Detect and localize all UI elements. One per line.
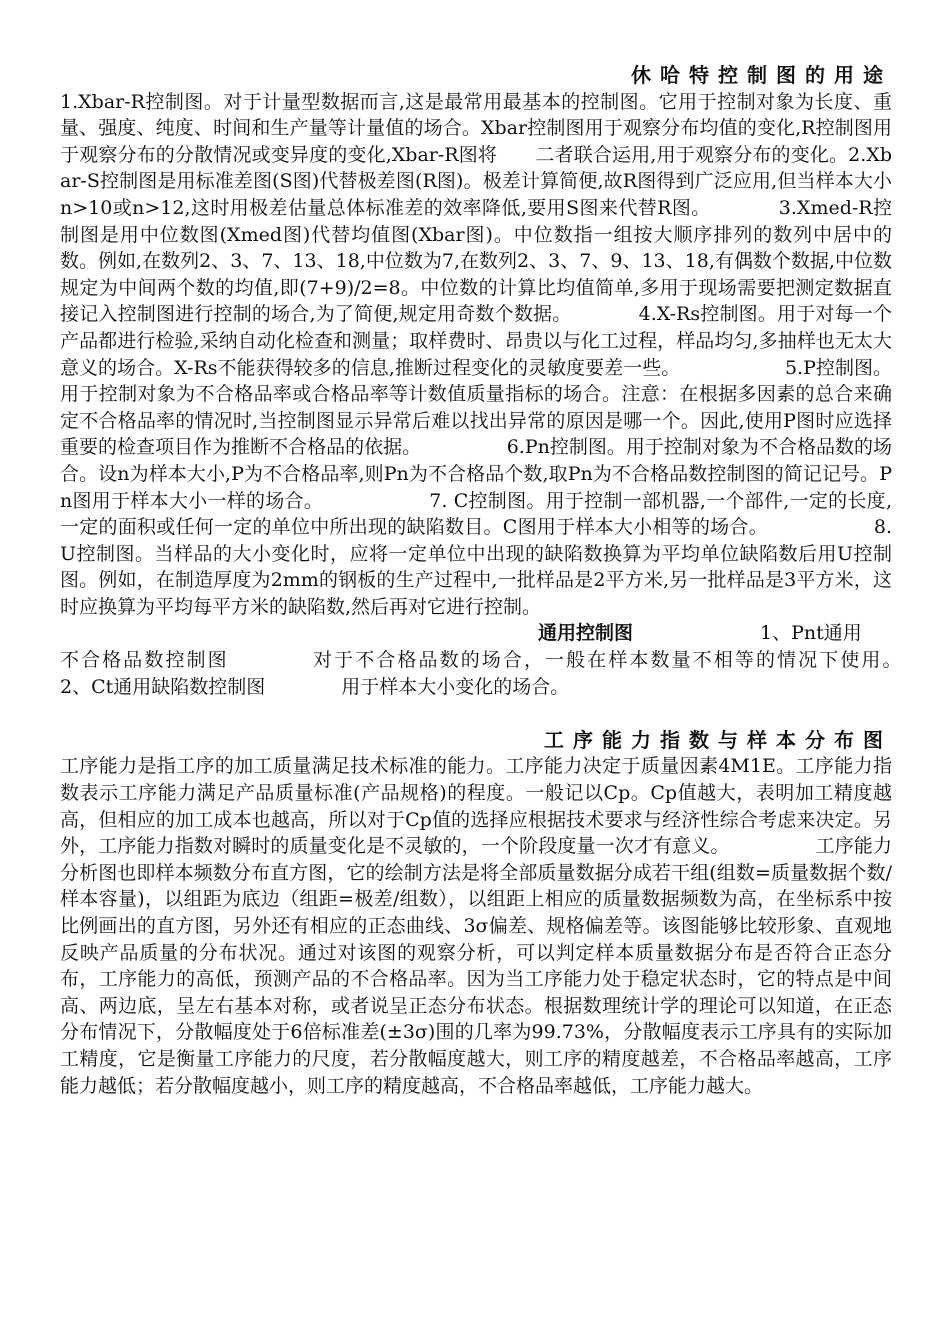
section-item1-head: 1、Pnt通用 bbox=[760, 622, 862, 645]
section-title-shewhart: 休哈特控制图的用途 bbox=[631, 63, 892, 87]
section-body-shewhart: 1.Xbar-R控制图。对于计量型数据而言,这是最常用最基本的控制图。它用于控制对象为长度、重量、强度、纯度、时间和生产量等计量值的场合。Xbar控制图用于观察分布均值的变化,R控制图用于观察分布的分散情况或变异度的变化,Xbar-R图将 二者联合运用,用于观察分布的变化。2.Xbar-S控制图是用标准差图(S图)代替极差图(R图)。极差计算简便,故R图得到广泛应用,但当样本大小n>10或n>12,这时用极差估量总体标准差的效率降低,要用S图来代替R图。 3.Xmed-R控制图是用中位数图(Xmed图)代替均值图(Xbar图)。中位数指一组按大顺序排列的数列中居中的数。例如,在数列2、3、7、13、18,中位数为7,在数列2、3、7、9、13、18,有偶数个数据,中位数规定为中间两个数的均值,即(7+9)/2=8。中位数的计算比均值简单,多用于现场需要把测定数据直接记入控制图进行控制的场合,为了简便,规定用奇数个数据。 4.X-Rs控制图。用于对每一个产品都进行检验,采纳自动化检查和测量；取样费时、昂贵以与化工过程，样品均匀,多抽样也无太大意义的场合。X-Rs不能获得较多的信息,推断过程变化的灵敏度要差一些。 5.P控制图。用于控制对象为不合格品率或合格品率等计数值质量指标的场合。注意：在根据多因素的总合来确定不合格品率的情况时,当控制图显示异常后难以找出异常的原因是哪一个。因此,使用P图时应选择重要的检查项目作为推断不合格品的依据。 6.Pn控制图。用于控制对象为不合格品数的场合。设n为样本大小,P为不合格品率,则Pn为不合格品个数,取Pn为不合格品数控制图的简记记号。Pn图用于样本大小一样的场合。 7. C控制图。用于控制一部机器,一个部件,一定的长度,一定的面积或任何一定的单位中所出现的缺陷数目。C图用于样本大小相等的场合。 8. U控制图。当样品的大小变化时，应将一定单位中出现的缺陷数换算为平均单位缺陷数后用U控制图。例如，在制造厚度为2mm的钢板的生产过程中,一批样品是2平方米,另一批样品是3平方米，这时应换算为平均每平方米的缺陷数,然后再对它进行控制。 bbox=[60, 90, 892, 618]
document-page bbox=[60, 62, 950, 1099]
section-title-process-capability: 工序能力指数与样本分布图 bbox=[544, 727, 892, 752]
section-title-general-control-chart: 通用控制图 bbox=[538, 622, 634, 645]
section-body-general-control-chart: 不合格品数控制图 对于不合格品数的场合，一般在样本数量不相等的情况下使用。 2、Ct通用缺陷数控制图 用于样本大小变化的场合。 bbox=[60, 649, 950, 698]
section-body-process-capability: 工序能力是指工序的加工质量满足技术标准的能力。工序能力决定于质量因素4M1E。工序能力指数表示工序能力满足产品质量标准(产品规格)的程度。一般记以Cp。Cp值越大，表明加工精度越高，但相应的加工成本也越高，所以对于Cp值的选择应根据技术要求与经济性综合考虑来决定。另外，工序能力指数对瞬时的质量变化是不灵敏的，一个阶段度量一次才有意义。 工序能力分析图也即样本频数分布直方图，它的绘制方法是将全部质量数据分成若干组(组数=质量数据个数/样本容量)，以组距为底边（组距=极差/组数），以组距上相应的质量数据频数为高，在坐标系中按比例画出的直方图，另外还有相应的正态曲线、3σ偏差、规格偏差等。该图能够比较形象、直观地反映产品质量的分布状况。通过对该图的观察分析，可以判定样本质量数据分布是否符合正态分布，工序能力的高低，预测产品的不合格品率。因为当工序能力处于稳定状态时，它的特点是中间高、两边底，呈左右基本对称，或者说呈正态分布状态。根据数理统计学的理论可以知道，在正态分布情况下，分散幅度处于6倍标准差(±3σ)围的几率为99.73%，分散幅度表示工序具有的实际加工精度，它是衡量工序能力的尺度，若分散幅度越大，则工序的精度越差，不合格品率越高，工序能力越低；若分散幅度越小，则工序的精度越高，不合格品率越低，工序能力越大。 bbox=[60, 755, 892, 1097]
subsection-header-row bbox=[60, 620, 892, 647]
